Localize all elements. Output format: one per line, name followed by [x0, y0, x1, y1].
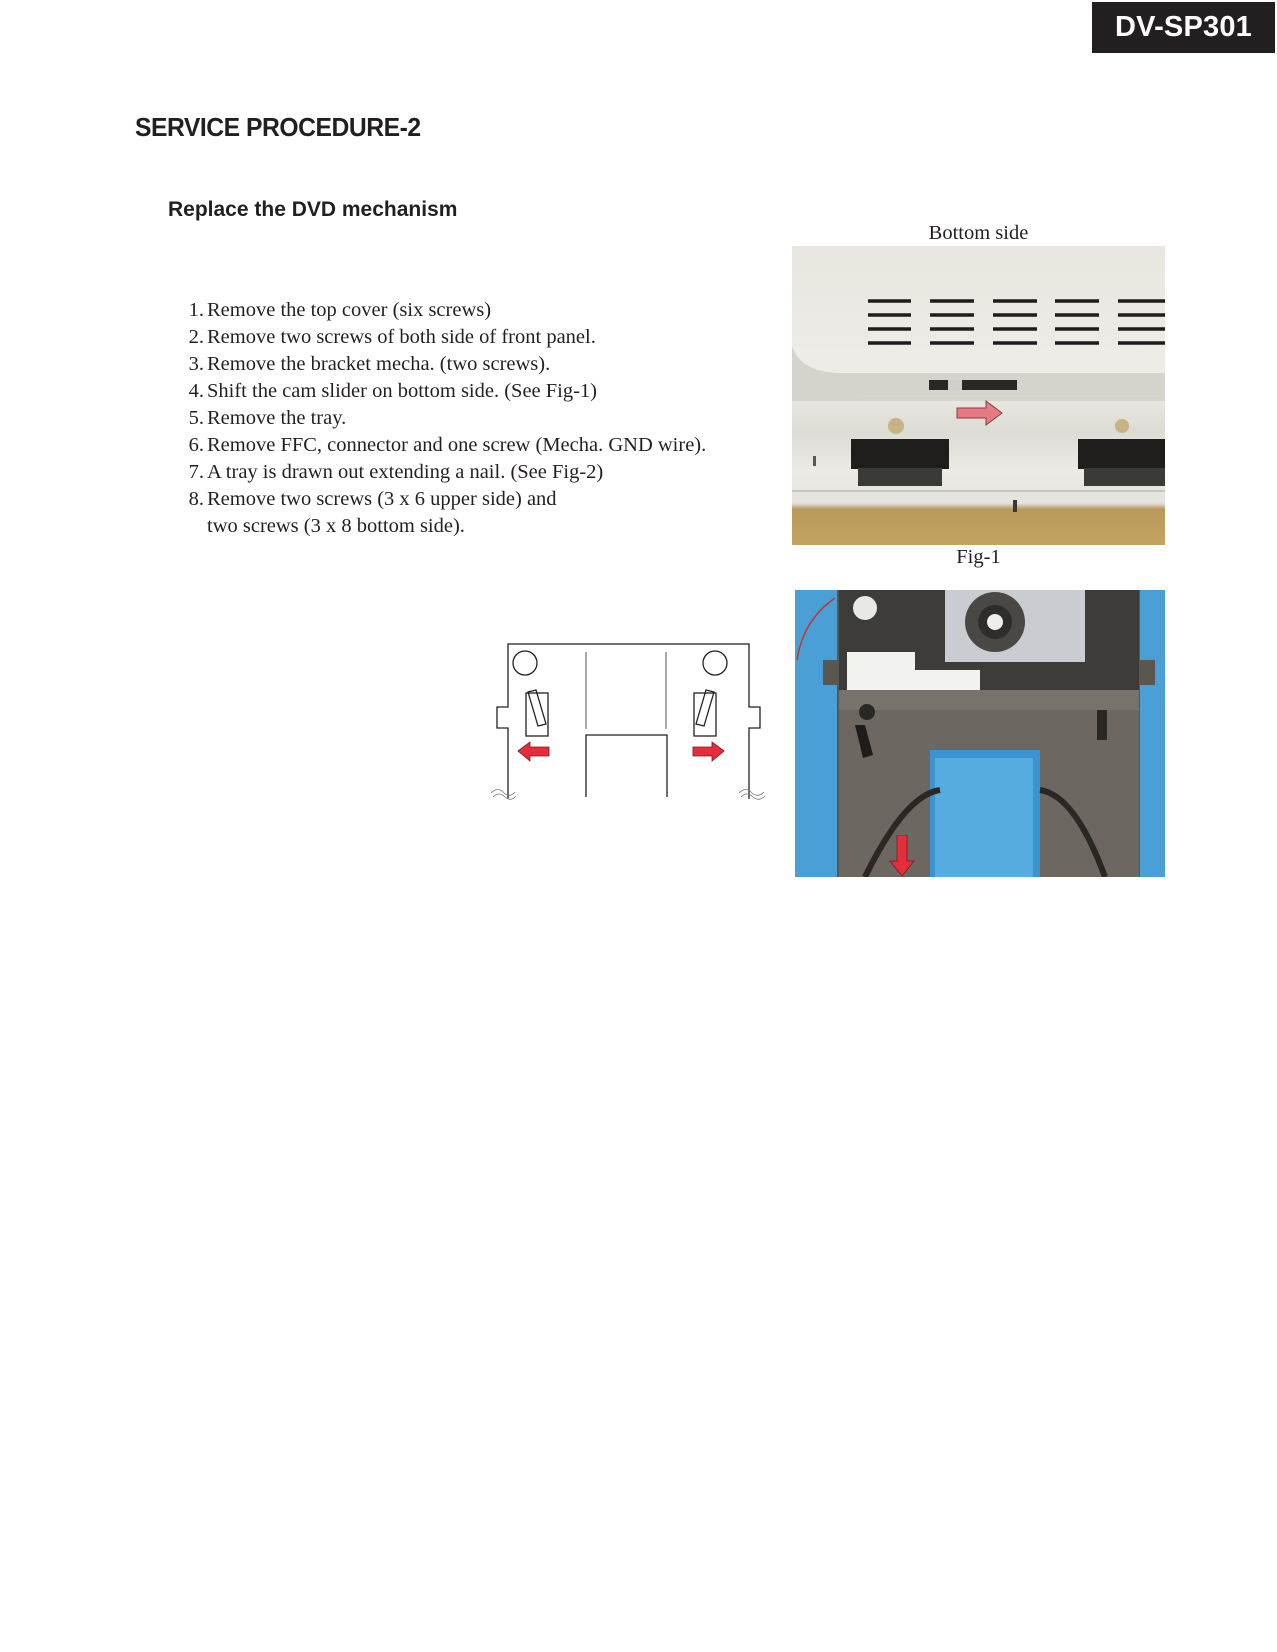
- step-item: [178, 297, 706, 324]
- fig1-photo: [792, 246, 1165, 545]
- section-title: Replace the DVD mechanism: [168, 198, 458, 221]
- step-item: [178, 486, 706, 513]
- step-item-continuation: [178, 513, 706, 540]
- step-number: 4.: [188, 380, 204, 402]
- step-item: [178, 378, 706, 405]
- step-text: Remove the top cover (six screws): [207, 299, 492, 321]
- fig1-top-caption: Bottom side: [928, 222, 1029, 244]
- arrow-right-icon: [693, 742, 724, 761]
- step-number: 7.: [188, 461, 204, 483]
- step-number: 1.: [188, 299, 204, 321]
- step-text: Remove FFC, connector and one screw (Mecha. GND wire).: [207, 434, 707, 456]
- model-badge: DV-SP301: [1092, 2, 1275, 53]
- dvd-mechanism-photo-illustration: [795, 590, 1165, 877]
- step-text: Remove the tray.: [207, 407, 347, 429]
- step-item: [178, 324, 706, 351]
- bottom-side-photo-illustration: [792, 246, 1165, 545]
- step-item: [178, 432, 706, 459]
- step-text: Remove two screws (3 x 6 upper side) and: [207, 488, 557, 510]
- tray-diagram: [488, 634, 768, 804]
- step-text: Remove the bracket mecha. (two screws).: [207, 353, 551, 375]
- page-title: SERVICE PROCEDURE-2: [135, 112, 421, 142]
- step-number: 3.: [188, 353, 204, 375]
- tray-nail-diagram: [488, 634, 768, 804]
- step-number: 2.: [188, 326, 204, 348]
- fig2-photo: [795, 590, 1165, 877]
- arrow-down-icon: [889, 835, 915, 877]
- fig1-caption: Fig-1: [956, 546, 1001, 568]
- step-item: [178, 459, 706, 486]
- step-item: [178, 405, 706, 432]
- step-number: 5.: [188, 407, 204, 429]
- step-text: two screws (3 x 8 bottom side).: [207, 515, 465, 537]
- arrow-right-icon: [956, 400, 1004, 426]
- arrow-left-icon: [518, 742, 549, 761]
- step-text: Remove two screws of both side of front panel.: [207, 326, 596, 348]
- step-text: A tray is drawn out extending a nail. (See Fig-2): [207, 461, 604, 483]
- step-number: 6.: [188, 434, 204, 456]
- step-text: Shift the cam slider on bottom side. (See Fig-1): [207, 380, 598, 402]
- step-item: [178, 351, 706, 378]
- procedure-steps: [178, 297, 706, 540]
- step-number: 8.: [188, 488, 204, 510]
